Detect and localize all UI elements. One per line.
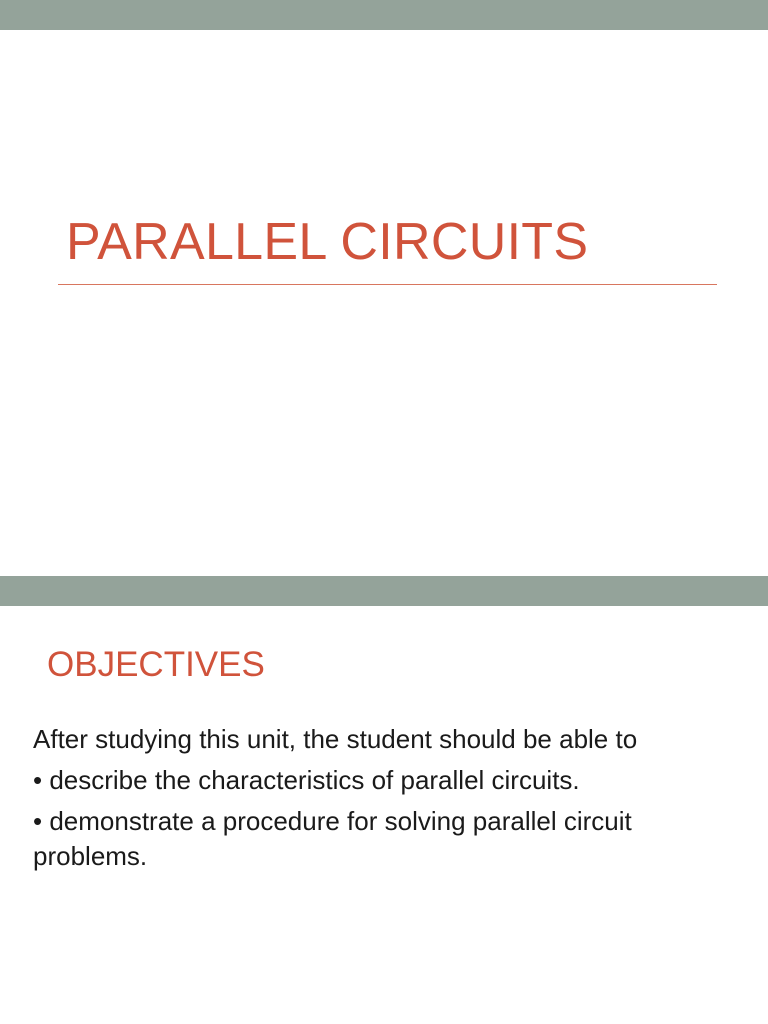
slide-header-band — [0, 576, 768, 606]
objectives-body — [33, 722, 733, 880]
title-underline — [58, 284, 717, 285]
slide-title: PARALLEL CIRCUITS — [66, 213, 589, 271]
objective-bullet: • demonstrate a procedure for solving parallel circuit problems. — [33, 806, 632, 871]
objective-bullet: • describe the characteristics of parallel circuits. — [33, 765, 580, 795]
slide-header-band — [0, 0, 768, 30]
objectives-slide — [0, 576, 768, 1024]
objectives-heading: OBJECTIVES — [47, 645, 265, 684]
objectives-intro: After studying this unit, the student should be able to — [33, 724, 638, 754]
